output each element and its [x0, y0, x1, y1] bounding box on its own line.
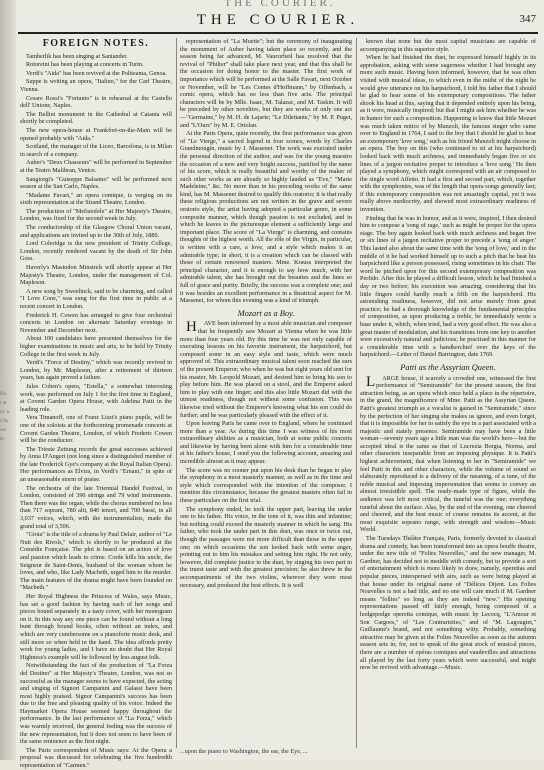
footer-text: ...upon the piano to Washington, the ear, the Eye, ...: [180, 748, 308, 755]
foreign-note-item: Jules Cohen's opera, "Estella," a somewhat interesting work, was performed on July 1 for the first time in England, at Covent Garden Opera House, with Adelina Patti in the leading role.: [20, 382, 172, 413]
foreign-note-item: Frederick H. Cowen has arranged to give four orchestral concerts in London on alternate Saturday evenings in November and December next.: [20, 311, 172, 334]
foreign-note-item: Cesare Rossi's "Fortunio" is in rehearsal at the Castello dell' Unione, Naples.: [20, 94, 172, 110]
article-paragraph: The score was no sooner put upon his desk than he began to play the symphony in a most masterly manner, as well as in the time and style which corresponded with the intention of the composer. I mention this circumstance, because the greatest masters often fail in these particulars on the first trial.: [180, 466, 352, 505]
foreign-note-item: Verdi's "Force of Destiny," which was recently revived in London, by Mr. Mapleson, after a retirement of thirteen years, has again proved a failure.: [20, 359, 172, 382]
foreign-note-item: The Paris correspondent of Music says: At the Opera a proposal was discussed for celebrating the five hundredth representation of "Carmen.": [20, 746, 172, 770]
page-number: 347: [519, 13, 536, 25]
article-paragraph: The symphony ended, he took the upper part, leaving the under one to his father. His voice, in the tone of it, was thin and infantine; but nothing could exceed the masterly manner in which he sang. His father, who took the under part in this duet, was once or twice out, though the passages were not more difficult than those in the upper one; on which occasions the son looked back with some anger, pointing out to him his mistakes and setting him right. He not only, however, did complete justice to the duet, by singing his own part in the truest taste and with the greatest precision; he also threw in the accompaniments of the two violins, wherever they were most necessary, and produced the best effects. It is well: [180, 505, 352, 589]
foreign-note-item: The Bellini monument in the Cathedral at Catania will shortly be completed.: [20, 110, 172, 126]
page-header: [18, 10, 538, 34]
foreign-note-item: Vera Timanoff, one of Franz Liszt's piano pupils, will be one of the soloists at the forthcoming promenade concerts at Covent Garden Theatre, London, of which Frederic Cowen will be the conductor.: [20, 414, 172, 445]
article-paragraph: When he had finished the duet, he expressed himself highly in its approbation, asking with some eagerness whether I had brought any more such music. Having been informed, however, that he was often visited with musical ideas, to which even in the midst of the night he would give utterance on his harpsichord, I told his father that I should be glad to hear some of his extemporary compositions. The father shook his head at this, saying that it depended entirely upon his being, as it were, musically inspired; but that I might ask him whether he was in humor for such a composition. Happening to know that little Mozart was much taken notice of by Manzoli, the famous singer who came over to England in 1764, I said to the boy that I should be glad to hear an extemporary 'love song,' such as his friend Manzoli might choose in an opera. The boy on this (who continued to sit at his harpsichord) looked back with much archness, and immediately began five or six lines of a jargon recitative proper to introduce a 'love song.' He then played a symphony, which might correspond with an air composed to the single word Affetto. It had a first and second part, which, together with the symphonies, was of the length that opera songs generally last; if this extemporary composition was not amazingly capital, yet it was really above mediocrity, and showed most extraordinary readiness of invention.: [360, 54, 536, 214]
foreign-note-item: "Madame Favart," an opera comique, is verging on its sixth representation at the Strand Theatre, London.: [20, 191, 172, 207]
foreign-note-item: The production of "Mefistofele" at Her Majesty's Theatre, London, was fixed for the second week in July.: [20, 207, 172, 223]
foreign-note-item: The conductorship of the Glasgow Choral Union vacant, and applications are invited up to the 30th of July, 1880.: [20, 224, 172, 239]
article-paragraph: The Tuesdays Théâtre Français, Paris, formerly devoted to classical drama and comedy, has been transformed into an opera bouffe theatre, under the new title of "Folies Nouvelles," and the new manager, M. Gardner, has decided not to meddle with comedy, but to provide a sort of entertainment which is more likely to draw, namely, operettas and popular pieces, interspersed with airs, such as were being played at that house under its original name of "Délices Dijent. Les Folies Nouvelles is not a bad title, and no one will care much if M. Gardner means "follies" so long as they are indeed "new." His opening representations passed off fairly enough, being composed of a hodgepodge operetta comique, with music by Lecocq, "L'Amour et Son Cargoes," of "Les Contrarieties," and of "M. Lagougiet," Guillaume's brand, and not something witty. Probably, something attractive may be given at the Folies Nouvelles as soon as the autumn season sets in; for, not to speak of the great stock of musical pieces, there are a number of opéras comiques and vaudevilles and attractions all played by the last forty years which were successful, and might now be revived with advantage.—Music.: [360, 535, 536, 672]
foreign-note-item: Scotland, the manager of the Liceo, Barcelona, is in Milan in search of a company.: [20, 143, 172, 158]
article-title-patti: Patti as the Assyrian Queen.: [400, 362, 496, 372]
section-title-foreign-notes: FOREIGN NOTES.: [42, 38, 150, 49]
article-paragraph: known that none but the most capital musicians are capable of accompanying in this superior style.: [360, 38, 536, 53]
foreign-note-item: Her Royal Highness the Princess of Wales, says Music, has set a good fashion by having each of her songs and pieces bound separately in a tasty cover, with her monogram on it. In this way any one piece can be found without a long hunt through bound books, often without an index, and which are very cumbersome on a pianoforte music desk, and still more so when held in the hand. The idea affords pretty work for young ladies, and I have no doubt that Her Royal Highness's example will be followed by less august folk.: [20, 592, 172, 661]
margin-note: c by: [0, 419, 9, 424]
foreign-notes-list: [20, 53, 172, 770]
article-paragraph: HAVE been informed by a most able musician and composer that he frequently saw Mozart at Vienna when he was little more than four years old. By this time he was not only capable of executing lessons on his favorite instrument, the harpsichord, but composed some in an easy style and taste, which were much approved of. This extraordinary musical talent soon reached the ears of the present Emperor; who when he was but eight years old sent for his master, Mr. Leopold Mozart, and desired him to bring his son to play before him. He was placed on a stool, and the Emperor asked him to play with one finger; and this also little Mozart did with the utmost readiness, though not without some confusion. This was likewise tried without the Emperor's knowing what his son could do further; and he was particularly pleased with the effect of it.: [180, 319, 352, 419]
running-head-top: THE COURIER.: [224, 0, 336, 9]
foreign-note-item: The new opera-house at Frankfort-on-the-Main will be opened probably with "Aida.": [20, 126, 172, 142]
article-paragraph: LARGE house, if scarcely a crowded one, witnessed the first performance of "Semiramide" for the present season, the first attraction being, as an opera which once held a place in the répertoire, in the grand, the magnificence of Mme. Patti as the Assyrian Queen. Patti's greatest triumph as a vocalist is gained in "Semiramide," since by the perfection of her singing she makes us ignore, and even forget, that it is impossible for her to satisfy the eye in a part associated with a majestic and stately presence. Semiramide may have been a little woman—seventy years ago a little man was the world's hero—but the accepted ideal is the same as that of Lucrezia Borgia, Norma, and other characters inseparable from an imposing physique. It is Patti's highest achievement, that when listening to her in "Semiramide" we feel Patti in this and other characters, while the volume of sound so elaborately reproduced is a delivery of the meaning, of a tune, of the noble musical and imposing impersonation that seems to convey an almost irresistible spell. The ready-made type of figure, while the audience was left most critical, the tuneful was the one; everything tuneful about the surface. Alas, by the end of the evening, one cheered and cheered, and the best music of course remains its accent, at the most exquisite soprano range, with strength and wisdom—Music World.: [360, 373, 536, 534]
article-paragraph: representation of "La Muette"; but the ceremony of inaugurating the monument of Auber having taken place so recently, and the season being far advanced, M. Vaucorbeil has resolved that the revival of "Philter" shall take place next year, and that this shall be the occasion for doing honor to the master. The first work of importance which will be performed at the Salle Favart, next October or November, will be "Les Contes d'Hoffmann," by Offenbach, a comic opera, which has no less than five acts. The principal characters will be by Mlle. Isaac, M. Talazac, and M. Taskin. It will be preceded by other novelties, but they are works of only one act—"Germaine," by M. H. de Lajarte; "Le Dilettante," by M. P. Puget, and "L'Ours" by M. E. Ortolan.: [180, 38, 352, 129]
margin-note: ys' a: [0, 410, 9, 415]
article-paragraph: Upon leaving Paris he came over to England, where he continued more than a year. As during this time I was witness of his most extraordinary abilities as a musician, both at some public concerts and likewise by having been alone with him for a considerable time at his father's house, I send you the following account, amazing and incredible almost as it may appear.: [180, 420, 352, 466]
foreign-note-item: Sangiorgi's "Guiseppe Balsamo" will be performed next season at the San Carlo, Naples.: [20, 175, 172, 191]
foreign-note-item: A new song by Sweelinck, said to be charming, and called "I Love Cone," was sung for the first time in public at a recent concert in London.: [20, 287, 172, 310]
foreign-note-item: Notwithstanding the fact of the production of "La Forza del Destino" at Her Majesty's Theatre, London, was not so successful as the manager seems to have expected, the acting and singing of Signori Campanini and Galassi have been most highly praised. Signor Campanini's success has been due to the free and pleasing quality of his voice. Indeed the Haymarket Opera House seemed happy throughout the performance. In the last performance of "La Forza," which was warmly received, the general feeling was the success of the new representation, but it does not seem to have been of the same eminence as the first night.: [20, 662, 172, 746]
margin-note: No.: [0, 392, 8, 397]
column-1: [20, 38, 172, 770]
column-3: [360, 38, 536, 748]
column-rule: [356, 38, 357, 748]
foreign-note-item: Tamberlik has been singing at Santander.: [26, 52, 128, 60]
margin-note: to: [0, 437, 4, 442]
article-title-mozart: Mozart as a Boy.: [237, 308, 295, 318]
margin-note: r at: [0, 401, 7, 406]
continued-article-mozart: [360, 38, 536, 359]
foreign-note-item: Suppe is writing an opera, "Italino," for the Carl Theatre, Vienna.: [20, 78, 172, 93]
article-body-mozart: [180, 320, 352, 589]
foreign-note-item: "Gioia" is the title of a drama by Paul Delair, author of "Le Nuit des Rivols," which is shortly to be produced at the Comédie Française. The plot is based on an action of love and passion which leads to crime. Corde kills his uncle, the Seigneur de Saint-Denis, husband of the woman whom he loves, and who, like Lady Macbeth, urged him to the murder. The main features of the drama might have been founded on "Macbeth.": [20, 531, 172, 592]
column-2: [180, 38, 352, 748]
foreign-note-item: The orchestra of the late Triennial Handel Festival, in London, consisted of 390 strings and 79 wind instruments. Then there was the organ, while the chorus numbered no less than 717 soprani, 780 alti, 840 tenori, and 700 bassi, in all 3,037 voices, which, with the instrumentalists, made the grand total of 3,506.: [20, 484, 172, 530]
foreign-note-item: About 100 candidates have presented themselves for the higher examinations in music and arts, to be held by Trinity College in the first week in July.: [20, 335, 172, 358]
foreign-note-item: Haverly's Mastodon Minstrels will shortly appear at Her Majesty's Theatre, London, under the management of Col. Mapleson.: [20, 264, 172, 287]
foreign-note-item: Lord Coleridge is the new president of Trinity College, London, recently rendered vacant by the death of Sir John Goss.: [20, 240, 172, 263]
article-paragraph: At the Paris Opera, quite recently, the first performance was given of "Le Vierge," a sacred legend in four scenes, words by Charles Grandmougin, music by J. Massenet. The work was executed under the personal direction of the author, and was for the young maestro the occasion of a new and very bright success, justified by the name of his score, which is really beautiful and worthy of the maker of such other works as are already so highly lauded as "Eve," "Marie Madeleine," &c. No more than in his preceding works of the same kind, has M. Massenet desired to qualify this oratorio; it is that really these religious productions are not written in the grave and severe oratorio style, the artist having adopted a particular genre, in some composite manner, which though passion is not excluded, and in which he leaves to the picturesque element a sufficiently large and important place. The score of "La Vierge" is charming, and contains thoughts of the highest worth. All the rôle of the Virgin, in particular, is written with a care, a love, and a style which makes it an admirable type; in short, it is a creation which can be classed with those of certain renowned masters. Mme. Krauss interpreted the principal character, and it is enough to say how much, with her admirable talent, she has brought out the beauties and the lines so full of grace and purity. Briefly, the success was a complete one; and it was besides an excellent performance in a theatrical aspect for M. Massenet, for whom this evening was a kind of triumph.: [180, 130, 352, 305]
foreign-note-item: Verdi's "Aida" has been revived at the Politeama, Genoa.: [26, 69, 167, 77]
foreign-note-item: The Trieste Zeitung records the great successes achieved by Anna D'Angeri (not long since a distinguished member of the late Frederick Gye's company at the Royal Italian Opera). Her performances as Elvira, in Verdi's "Ernani," in spite of an unseasonable storm of praise.: [20, 445, 172, 484]
continued-article: [180, 38, 352, 305]
margin-note: we: [0, 428, 6, 433]
binding-shadow: [0, 0, 16, 760]
margin-notes: [0, 390, 22, 444]
paper-title: THE COURIER.: [196, 12, 360, 28]
foreign-note-item: Auber's "Deux Chasseurs" will be performed in September at the Teatro Malibran, Venice.: [20, 159, 172, 174]
foreign-note-item: Rotoreini has been playing at concerts in Turin.: [26, 61, 144, 69]
article-paragraph: Finding that he was in humor, and as it were, inspired, I then desired him to compose a 'song of rage,' such as might be proper for the opera stage. The boy again looked back with much archness and began five or six lines of a jargon recitative proper to precede a 'song of anger.' This lasted also about the same time with the 'song of love,' and in the middle of it he had worked himself up to such a pitch that he beat his harpsichord like a person possessed, rising sometimes in his chair. The word he pitched upon for this second extemporary composition was Perfido. After this he played a difficult lesson, which he had finished a day or two before; his execution was amazing, considering that his little fingers could hardly reach a fifth on the harpsichord. His astonishing readiness, however, did not arise merely from great practice; he had a thorough knowledge of the fundamental principles of composition, as upon producing a treble, he immediately wrote a base under it, which, when tried, had a very good effect. He was also a great master of modulation, and his transitions from one key to another were excessively natural and judicious; he practised in this manner for a considerable time with a handkerchief over the keys of the harpsichord.—Letter of Daniel Barrington, date 1769.: [360, 214, 536, 359]
article-body-patti: [360, 375, 536, 672]
column-rule: [176, 38, 177, 748]
